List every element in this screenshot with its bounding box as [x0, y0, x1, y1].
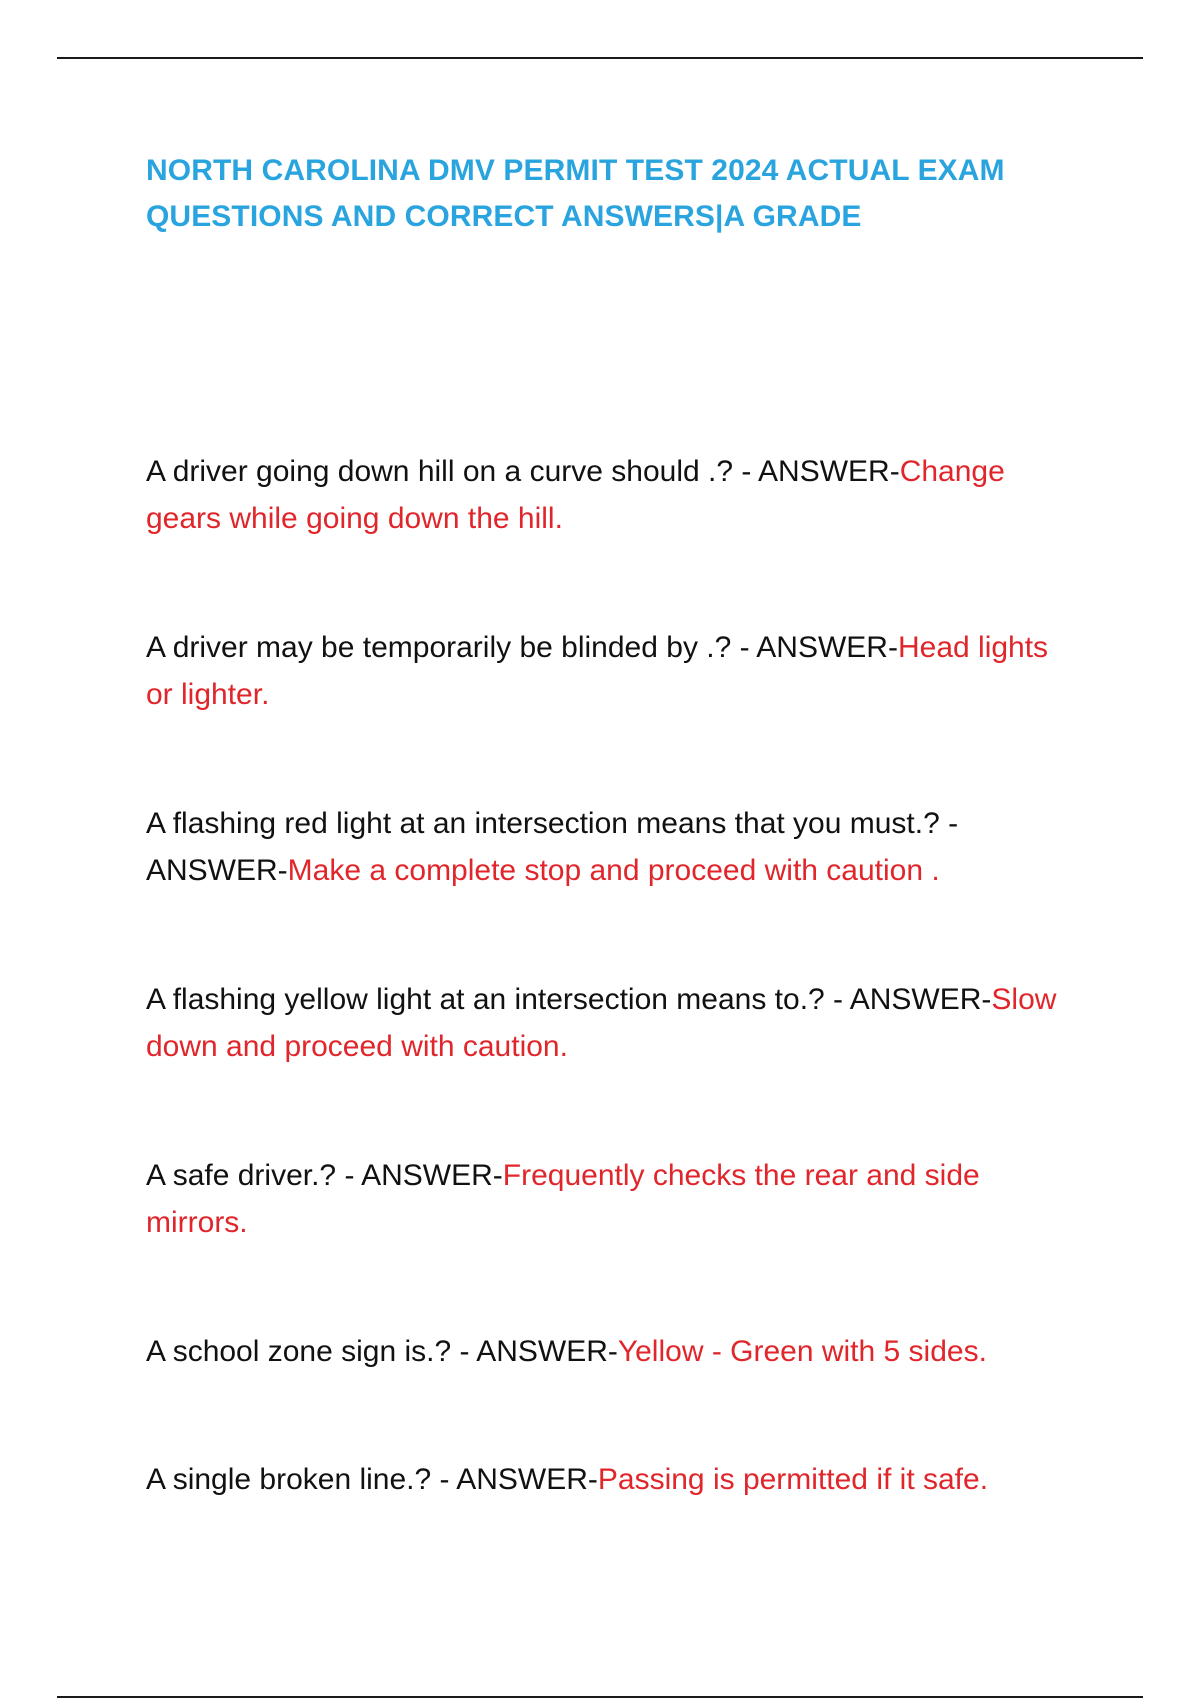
answer-text: Frequently checks the rear and side mirrors.	[146, 1159, 980, 1239]
answer-text: Change gears while going down the hill.	[146, 455, 1005, 535]
bottom-rule	[57, 1696, 1143, 1698]
question-text: A school zone sign is.? - ANSWER-	[146, 1335, 618, 1368]
answer-text: Passing is permitted if it safe.	[597, 1463, 989, 1496]
qa-item	[146, 976, 1076, 1070]
answer-text: Yellow - Green with 5 sides.	[617, 1335, 987, 1368]
qa-item	[146, 1456, 1076, 1503]
question-text: A driver may be temporarily be blinded by .? - ANSWER-	[146, 631, 898, 664]
answer-text: Slow down and proceed with caution.	[146, 983, 1057, 1063]
qa-item	[146, 1328, 1076, 1375]
question-text: A driver going down hill on a curve should .? - ANSWER-	[146, 455, 900, 488]
question-text: A flashing yellow light at an intersection means to.? - ANSWER-	[146, 983, 992, 1016]
answer-text: Make a complete stop and proceed with caution .	[287, 854, 940, 887]
qa-item	[146, 800, 1076, 894]
top-rule	[57, 57, 1143, 59]
qa-item	[146, 624, 1076, 718]
question-text: A flashing red light at an intersection means that you must.? - ANSWER-	[146, 807, 959, 887]
qa-item	[146, 448, 1076, 542]
question-text: A single broken line.? - ANSWER-	[146, 1463, 598, 1496]
document-title: NORTH CAROLINA DMV PERMIT TEST 2024 ACTUAL EXAM QUESTIONS AND CORRECT ANSWERS|A GRADE	[146, 154, 1005, 233]
qa-item	[146, 1152, 1076, 1246]
question-text: A safe driver.? - ANSWER-	[146, 1159, 503, 1192]
answer-text: Head lights or lighter.	[146, 631, 1049, 711]
